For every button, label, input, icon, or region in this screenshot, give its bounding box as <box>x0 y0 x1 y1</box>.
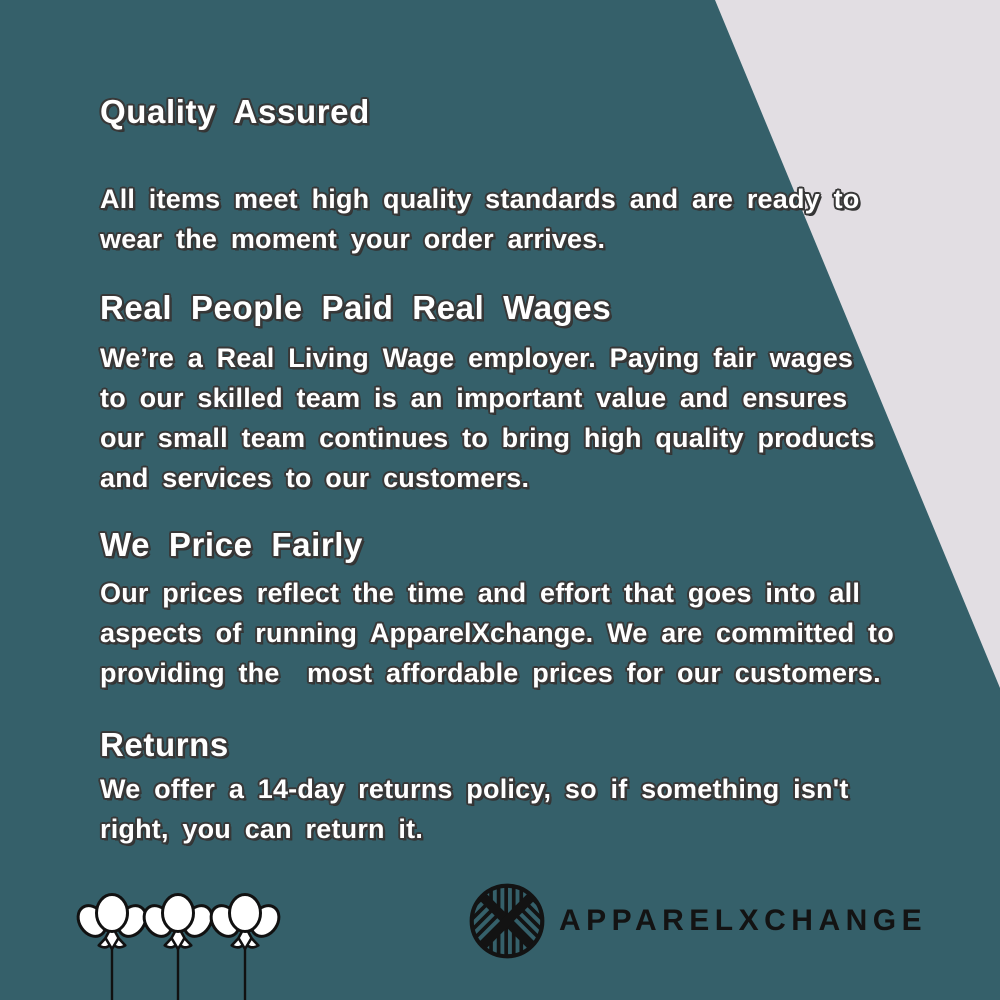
text-line: and services to our customers. <box>100 463 530 493</box>
brand-logo <box>465 879 927 963</box>
text-line: wear the moment your order arrives. <box>100 224 606 254</box>
text-line: All items meet high quality standards and are ready to <box>100 184 860 214</box>
section-real-wages <box>100 288 875 498</box>
cotton-flowers-illustration <box>76 892 288 1000</box>
section-heading: Returns <box>100 726 229 763</box>
yarn-ball-icon <box>465 879 549 963</box>
cotton-flower-icon <box>138 895 217 1000</box>
section-paragraph <box>100 769 849 849</box>
section-paragraph <box>100 338 875 498</box>
section-price-fairly <box>100 525 894 693</box>
text-line: right, you can return it. <box>100 814 424 844</box>
section-quality-assured <box>100 92 859 259</box>
section-returns <box>100 725 849 849</box>
brand-name: APPARELXCHANGE <box>559 904 928 937</box>
section-paragraph <box>100 179 859 259</box>
cotton-flower-icon <box>76 895 152 1000</box>
text-line: aspects of running ApparelXchange. We are committed to <box>100 618 894 648</box>
section-heading: We Price Fairly <box>100 526 364 563</box>
section-paragraph <box>100 573 894 693</box>
text-line: providing the most affordable prices for our customers. <box>100 658 881 688</box>
text-line: We offer a 14-day returns policy, so if something isn't <box>100 774 849 804</box>
text-line: to our skilled team is an important value and ensures <box>100 383 848 413</box>
section-heading: Real People Paid Real Wages <box>100 289 612 326</box>
text-line: Our prices reflect the time and effort that goes into all <box>100 578 861 608</box>
cotton-flower-icon <box>205 895 284 1000</box>
text-line: We’re a Real Living Wage employer. Paying fair wages <box>100 343 854 373</box>
text-line: our small team continues to bring high quality products <box>100 423 875 453</box>
section-heading: Quality Assured <box>100 93 370 130</box>
